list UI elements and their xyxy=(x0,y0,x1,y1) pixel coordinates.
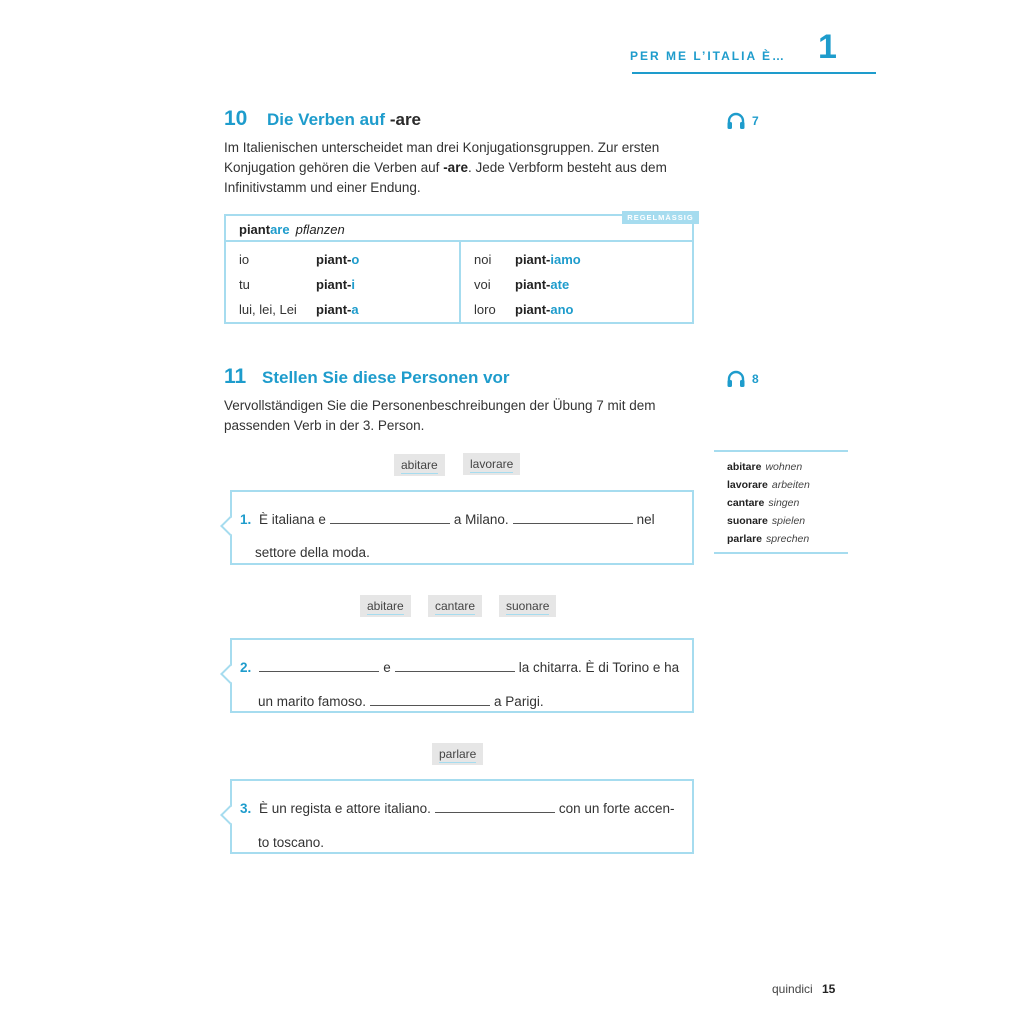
word-tag-parlare[interactable]: parlare xyxy=(432,743,483,765)
glossary-row: lavorare arbeiten xyxy=(727,479,810,491)
conjugation-table xyxy=(224,214,694,324)
blank-field[interactable] xyxy=(259,671,379,672)
section-11-number: 11 xyxy=(224,365,247,388)
blank-field[interactable] xyxy=(330,523,450,524)
section-11-title: Stellen Sie diese Personen vor xyxy=(262,368,510,387)
audio-track-number: 7 xyxy=(752,114,759,128)
word-tag-abitare[interactable]: abitare xyxy=(394,454,445,476)
word-tag-suonare[interactable]: suonare xyxy=(499,595,556,617)
glossary-row: parlare sprechen xyxy=(727,533,810,545)
conjugation-table-header: piantare pflanzen xyxy=(226,216,692,242)
blank-field[interactable] xyxy=(370,705,490,706)
section-10-number: 10 xyxy=(224,107,248,130)
table-row: noi piant- iamo xyxy=(474,252,581,267)
section-10-title: Die Verben auf -are xyxy=(267,110,422,129)
headphones-icon xyxy=(726,112,746,130)
blank-field[interactable] xyxy=(513,523,633,524)
table-row: lui, lei, Lei piant- a xyxy=(239,302,359,317)
page-number: 15 xyxy=(822,982,836,996)
page-number-word: quindici xyxy=(772,982,813,996)
section-11-paragraph: Vervollständigen Sie die Personenbeschreibungen der Übung 7 mit dem passenden Verb in der 3. Person. xyxy=(224,398,656,433)
exercise-3: 3. È un regista e attore italiano. con un forte accen- to toscano. xyxy=(230,779,694,854)
section-10-paragraph: Im Italienischen unterscheidet man drei Konjugationsgruppen. Zur ersten Konjugation gehören die Verben auf -are. Jede Verbform besteht aus dem Infinitivstamm und einer Endung. xyxy=(224,140,667,195)
word-tag-abitare[interactable]: abitare xyxy=(360,595,411,617)
chapter-number: 1 xyxy=(818,28,837,66)
glossary-row: cantare singen xyxy=(727,497,800,509)
glossary xyxy=(714,450,848,554)
table-row: io piant- o xyxy=(239,252,360,267)
blank-field[interactable] xyxy=(435,812,555,813)
blank-field[interactable] xyxy=(395,671,515,672)
table-row: voi piant- ate xyxy=(474,277,570,292)
word-tag-lavorare[interactable]: lavorare xyxy=(463,453,520,475)
chapter-label: PER ME L’ITALIA È… xyxy=(630,49,787,63)
audio-track-number: 8 xyxy=(752,372,759,386)
headphones-icon xyxy=(726,370,746,388)
audio-track-8[interactable] xyxy=(726,370,759,388)
exercise-2: 2. e la chitarra. È di Torino e ha un marito famoso. a Parigi. xyxy=(230,638,694,713)
table-row: tu piant- i xyxy=(239,277,356,292)
glossary-row: abitare wohnen xyxy=(727,461,803,473)
exercise-1: 1. È italiana e a Milano. nel settore della moda. xyxy=(230,490,694,565)
conjugation-plural xyxy=(459,242,692,322)
table-row: loro piant- ano xyxy=(474,302,574,317)
audio-track-7[interactable] xyxy=(726,112,759,130)
header-rule xyxy=(632,72,876,74)
regular-badge: REGELMÄSSIG xyxy=(622,211,699,224)
conjugation-singular xyxy=(226,242,459,322)
word-tag-cantare[interactable]: cantare xyxy=(428,595,482,617)
glossary-row: suonare spielen xyxy=(727,515,806,527)
